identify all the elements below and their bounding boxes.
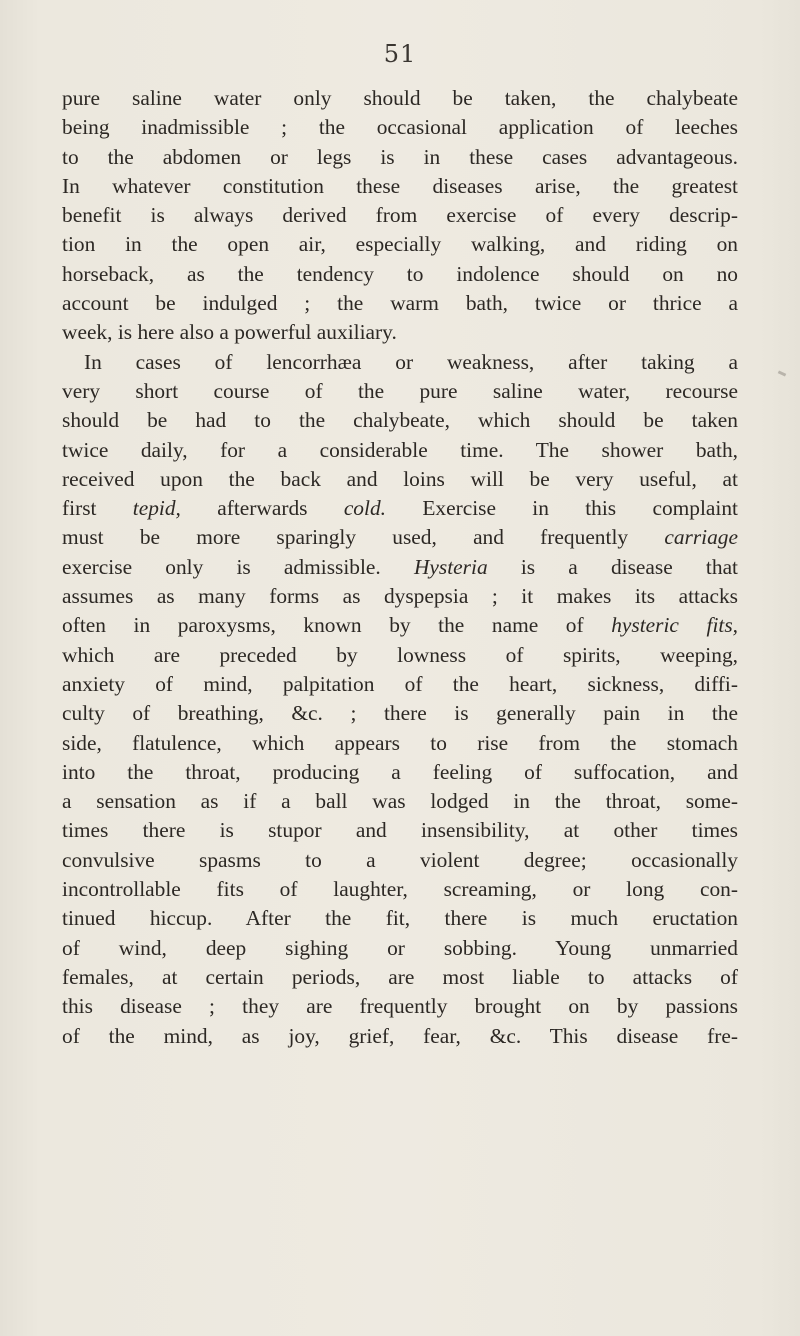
italic-term: hysteric fits, — [611, 613, 739, 638]
text-line: of the mind, as joy, grief, fear, &c. This disease fre- — [62, 1023, 738, 1048]
page-number: 51 — [383, 40, 417, 68]
italic-term: cold. — [343, 496, 386, 521]
text-line: twice daily, for a considerable time. The shower bath, — [62, 437, 738, 462]
text-line: females, at certain periods, are most liable to attacks of — [62, 964, 738, 989]
text-line: received upon the back and loins will be very useful, at — [62, 466, 738, 491]
text-line: culty of breathing, &c. ; there is generally pain in the — [62, 701, 738, 726]
text-line: horseback, as the tendency to indolence should on no — [62, 261, 738, 286]
text-line: In whatever constitution these diseases arise, the greatest — [62, 173, 738, 198]
paper-speck — [778, 370, 787, 376]
text-line: first tepid, afterwards cold. Exercise in this complaint — [62, 496, 738, 521]
text-line: of wind, deep sighing or sobbing. Young unmarried — [62, 935, 738, 960]
text-line: week, is here also a powerful auxiliary. — [62, 320, 397, 345]
text-line: often in paroxysms, known by the name of hysteric fits, — [62, 613, 739, 638]
text-line: this disease ; they are frequently brought on by passions — [62, 994, 738, 1019]
text-line: account be indulged ; the warm bath, twice or thrice a — [62, 291, 738, 316]
text-line: which are preceded by lowness of spirits, weeping, — [62, 642, 738, 667]
text-line: a sensation as if a ball was lodged in the throat, some- — [62, 789, 738, 814]
text-line: exercise only is admissible. Hysteria is a disease that — [62, 554, 739, 579]
text-line: convulsive spasms to a violent degree; occasionally — [62, 847, 738, 872]
text-line: anxiety of mind, palpitation of the heart, sickness, diffi- — [62, 671, 738, 696]
body-text — [62, 84, 738, 1051]
text-line: being inadmissible ; the occasional application of leeches — [62, 115, 738, 140]
text-line: should be had to the chalybeate, which should be taken — [62, 408, 738, 433]
text-line: tion in the open air, especially walking, and riding on — [62, 232, 738, 257]
text-line: incontrollable fits of laughter, screaming, or long con- — [62, 877, 738, 902]
text-line: pure saline water only should be taken, the chalybeate — [62, 86, 738, 110]
text-line: tinued hiccup. After the fit, there is much eructation — [62, 906, 738, 931]
text-line: into the throat, producing a feeling of suffocation, and — [62, 759, 738, 784]
text-line: In cases of lencorrhæa or weakness, after taking a — [84, 349, 738, 374]
text-line: benefit is always derived from exercise of every descrip- — [62, 203, 738, 228]
italic-term: Hysteria — [413, 554, 488, 579]
text-line: assumes as many forms as dyspepsia ; it makes its attacks — [62, 584, 738, 609]
text-line: very short course of the pure saline water, recourse — [62, 378, 738, 403]
text-line: times there is stupor and insensibility, at other times — [62, 818, 738, 843]
italic-term: carriage — [664, 525, 738, 550]
text-line: must be more sparingly used, and frequently carriage — [62, 525, 738, 550]
text-line: side, flatulence, which appears to rise from the stomach — [62, 730, 738, 755]
italic-term: tepid, — [132, 496, 181, 521]
text-line: to the abdomen or legs is in these cases advantageous. — [62, 144, 738, 169]
